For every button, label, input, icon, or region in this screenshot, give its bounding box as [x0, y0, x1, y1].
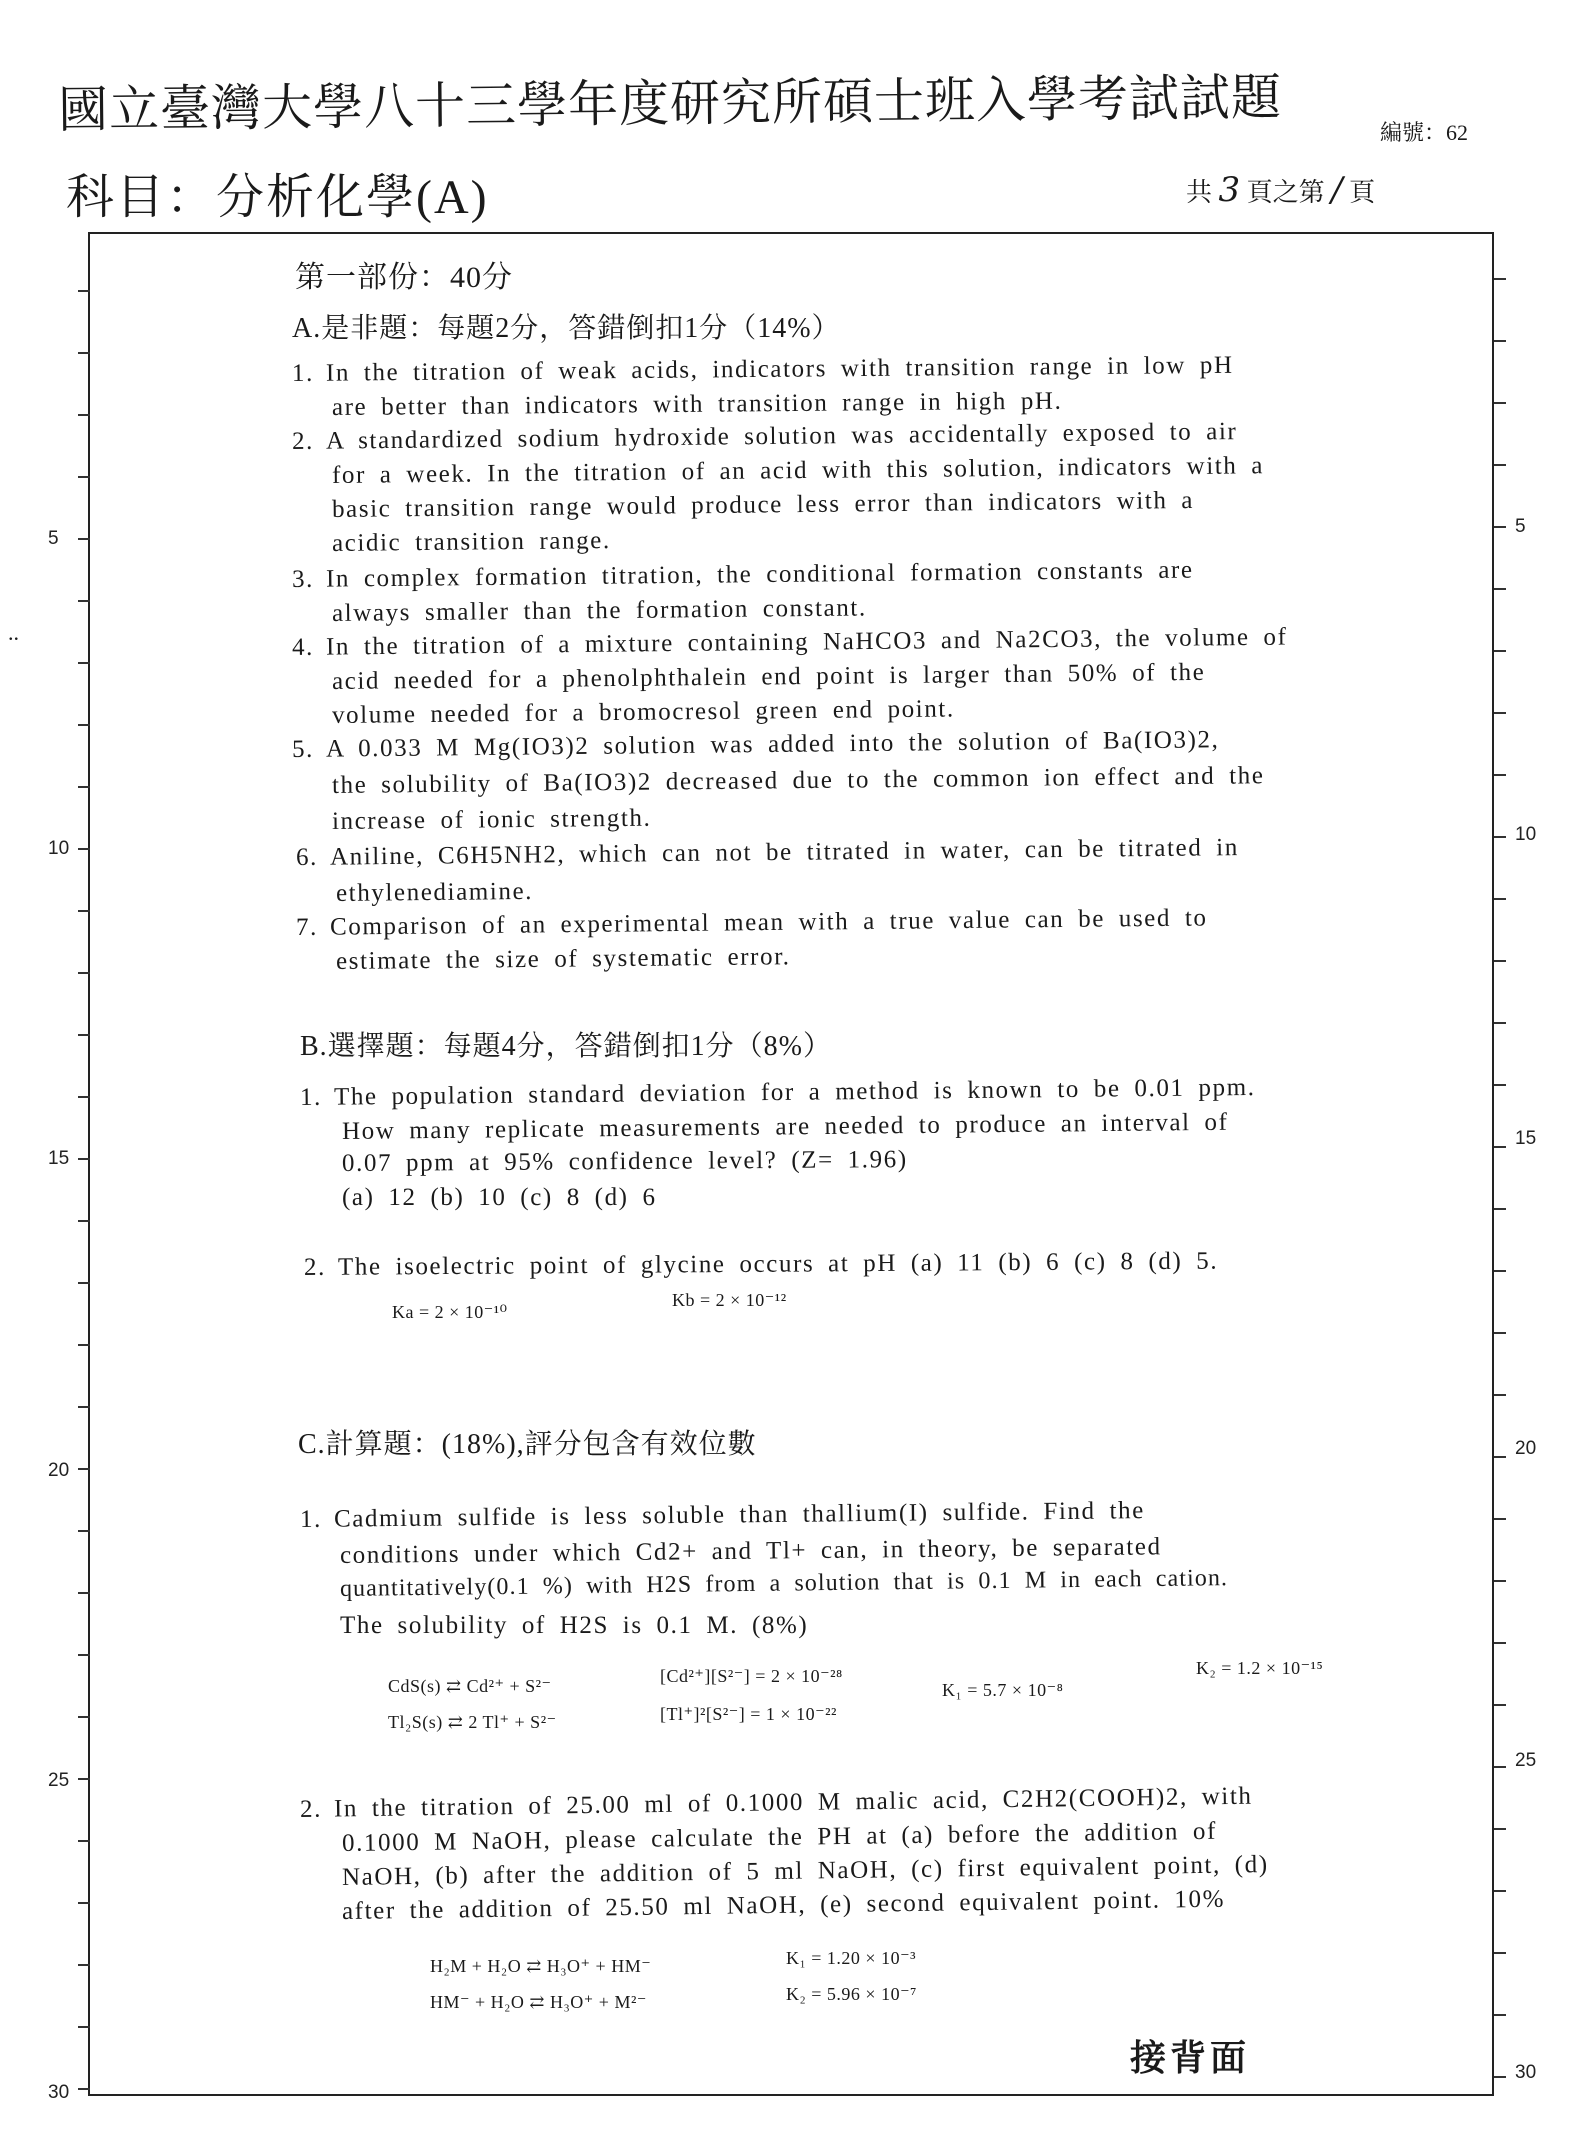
question-b2-ka: Ka = 2 × 10⁻¹⁰	[392, 1302, 508, 1322]
question-c1-line3: quantitatively(0.1 %) with H2S from a solution that is 0.1 M in each cation.	[339, 1565, 1229, 1602]
question-c2-k1: K₁ = 1.20 × 10⁻³	[786, 1948, 916, 1968]
page-count-total: 3	[1218, 170, 1241, 210]
margin-number-right-25: 25	[1515, 1750, 1537, 1771]
question-c1-reaction2: Tl₂S(s) ⇄ 2 Tl⁺ + S²⁻	[388, 1712, 557, 1732]
question-a7-line2: estimate the size of systematic error.	[335, 943, 791, 975]
question-c1-line2: conditions under which Cd2+ and Tl+ can, in theory, be separated	[339, 1533, 1162, 1569]
margin-number-left-30: 30	[48, 2082, 70, 2103]
question-a6-line1: 6. Aniline, C6H5NH2, which can not be titrated in water, can be titrated in	[295, 834, 1239, 871]
question-c2-k2: K₂ = 5.96 × 10⁻⁷	[786, 1984, 917, 2004]
question-b2-kb: Kb = 2 × 10⁻¹²	[672, 1290, 787, 1310]
page-count-suffix: 頁	[1349, 178, 1376, 207]
stray-marks: ..	[8, 620, 19, 645]
question-c2-line2: 0.1000 M NaOH, please calculate the PH at (a) before the addition of	[341, 1817, 1218, 1857]
question-a7-line1: 7. Comparison of an experimental mean with a true value can be used to	[295, 904, 1208, 941]
question-a2-line4: acidic transition range.	[331, 527, 611, 557]
question-a3-line1: 3. In complex formation titration, the conditional formation constants are	[291, 556, 1194, 593]
question-a5-line2: the solubility of Ba(IO3)2 decreased due to the common ion effect and the	[331, 762, 1265, 799]
question-b1-choices: (a) 12 (b) 10 (c) 8 (d) 6	[342, 1184, 657, 1211]
margin-number-left-20: 20	[48, 1460, 70, 1481]
question-b1-line3: 0.07 ppm at 95% confidence level? (Z= 1.96)	[341, 1146, 908, 1177]
question-b1-line1: 1. The population standard deviation for a method is known to be 0.01 ppm.	[299, 1073, 1256, 1111]
margin-number-right-15: 15	[1515, 1128, 1537, 1149]
question-a5-line3: increase of ionic strength.	[331, 804, 652, 835]
question-a3-line2: always smaller than the formation constant.	[331, 594, 867, 627]
question-c2-reaction1: H₂M + H₂O ⇄ H₃O⁺ + HM⁻	[430, 1956, 652, 1976]
page-count-prefix: 共	[1186, 178, 1213, 207]
question-c1-k1: K₁ = 5.7 × 10⁻⁸	[942, 1680, 1064, 1700]
question-c2-line1: 2. In the titration of 25.00 ml of 0.1000 M malic acid, C2H2(COOH)2, with	[299, 1782, 1253, 1823]
margin-number-left-5: 5	[48, 528, 59, 549]
section-c-heading: C.計算題：(18%),評分包含有效位數	[298, 1429, 757, 1460]
question-a1-line1: 1. In the titration of weak acids, indicators with transition range in low pH	[291, 351, 1234, 387]
question-a4-line2: acid needed for a phenolphthalein end point is larger than 50% of the	[331, 658, 1206, 695]
exam-subject: 科目：分析化學(A)	[66, 171, 489, 224]
question-c2-reaction2: HM⁻ + H₂O ⇄ H₃O⁺ + M²⁻	[430, 1992, 647, 2012]
continue-on-back-note: 接背面	[1130, 2037, 1251, 2079]
question-b1-line2: How many replicate measurements are needed to produce an interval of	[341, 1108, 1229, 1145]
question-c1-ksp2: [Tl⁺]²[S²⁻] = 1 × 10⁻²²	[660, 1704, 837, 1724]
margin-number-left-10: 10	[48, 838, 70, 859]
margin-number-right-5: 5	[1515, 516, 1526, 537]
exam-serial-number: 編號：62	[1380, 120, 1469, 145]
page-count-middle: 頁之第	[1246, 178, 1325, 207]
question-a4-line1: 4. In the titration of a mixture containing NaHCO3 and Na2CO3, the volume of	[291, 623, 1288, 661]
page-count-current: /	[1331, 170, 1343, 210]
question-c2-line4: after the addition of 25.50 ml NaOH, (e) second equivalent point. 10%	[341, 1885, 1226, 1925]
question-c1-reaction1: CdS(s) ⇄ Cd²⁺ + S²⁻	[388, 1676, 552, 1696]
part-one-heading: 第一部份：40分	[295, 261, 513, 294]
margin-number-right-20: 20	[1515, 1438, 1537, 1459]
question-a4-line3: volume needed for a bromocresol green end point.	[331, 695, 955, 729]
margin-number-left-15: 15	[48, 1148, 70, 1169]
question-c1-line4: The solubility of H2S is 0.1 M. (8%)	[340, 1612, 809, 1639]
question-c1-k2: K₂ = 1.2 × 10⁻¹⁵	[1196, 1658, 1324, 1678]
exam-title: 國立臺灣大學八十三學年度研究所碩士班入學考試試題	[57, 69, 1283, 138]
question-a5-line1: 5. A 0.033 M Mg(IO3)2 solution was added into the solution of Ba(IO3)2,	[291, 726, 1220, 763]
question-a6-line2: ethylenediamine.	[335, 877, 534, 907]
margin-number-right-30: 30	[1515, 2062, 1537, 2083]
question-a2-line2: for a week. In the titration of an acid with this solution, indicators with a	[331, 452, 1265, 489]
section-b-heading: B.選擇題：每題4分，答錯倒扣1分（8%）	[300, 1031, 833, 1062]
section-a-heading: A.是非題：每題2分，答錯倒扣1分（14%）	[292, 313, 841, 344]
question-c2-line3: NaOH, (b) after the addition of 5 ml NaOH, (c) first equivalent point, (d)	[341, 1851, 1269, 1891]
question-a1-line2: are better than indicators with transition range in high pH.	[331, 387, 1063, 421]
question-b2-line1: 2. The isoelectric point of glycine occurs at pH (a) 11 (b) 6 (c) 8 (d) 5.	[303, 1247, 1219, 1281]
margin-number-right-10: 10	[1515, 824, 1537, 845]
question-c1-line1: 1. Cadmium sulfide is less soluble than thallium(I) sulfide. Find the	[299, 1497, 1146, 1533]
question-a2-line3: basic transition range would produce less error than indicators with a	[331, 486, 1195, 523]
margin-number-left-25: 25	[48, 1770, 70, 1791]
question-c1-ksp1: [Cd²⁺][S²⁻] = 2 × 10⁻²⁸	[660, 1666, 843, 1686]
question-a2-line1: 2. A standardized sodium hydroxide solution was accidentally exposed to air	[291, 418, 1238, 455]
